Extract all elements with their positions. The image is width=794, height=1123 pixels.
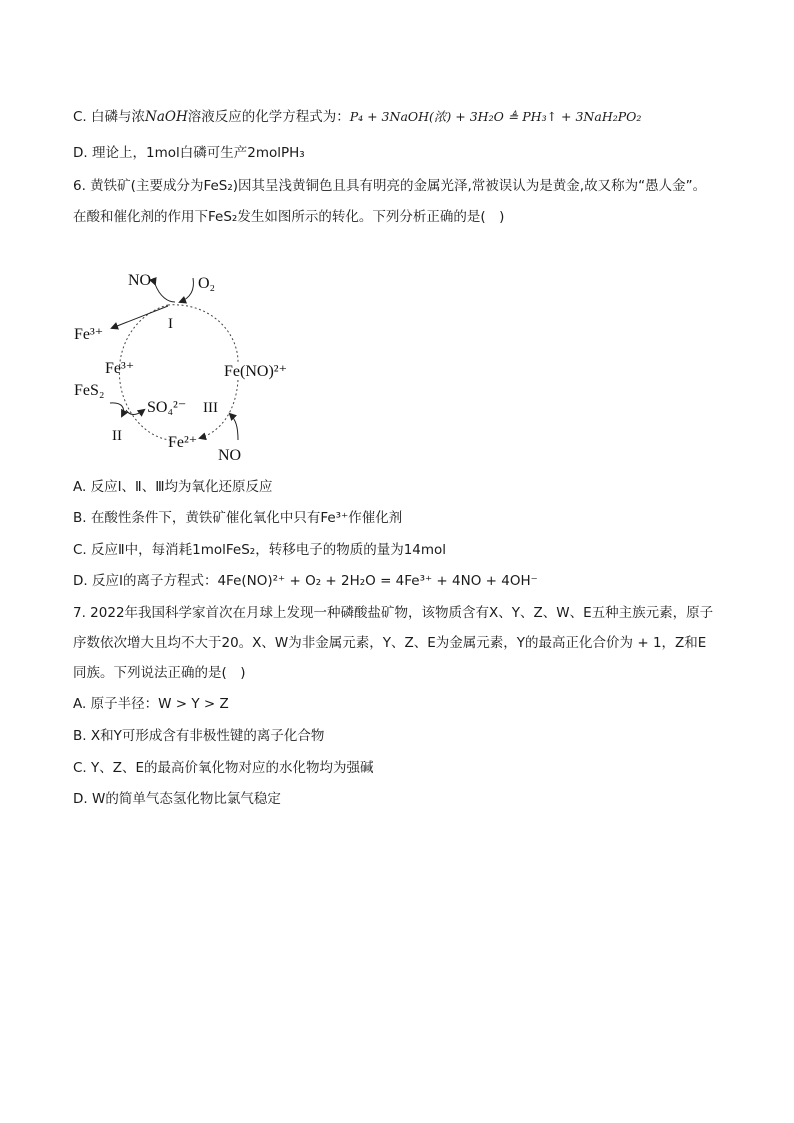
label-o2: O₂ xyxy=(198,275,216,292)
question7-option-b: B. X和Y可形成含有非极性键的离子化合物 xyxy=(73,728,325,744)
question6-stem-line1: 6. 黄铁矿(主要成分为FeS₂)因其呈浅黄铜色且具有明亮的金属光泽,常被误认为是黄金,故又称为“愚人金”。 xyxy=(73,178,707,194)
question6-option-a: A. 反应Ⅰ、Ⅱ、Ⅲ均为氧化还原反应 xyxy=(73,479,273,495)
question7-stem-line2: 序数依次增大且均不大于20。X、W为非金属元素，Y、Z、E为金属元素，Y的最高正化合价为 + 1，Z和E xyxy=(73,635,707,651)
option-c-equation: P₄ + 3NaOH(浓) + 3H₂O ≜ PH₃↑ + 3NaH₂PO₂ xyxy=(349,109,642,124)
question6-option-b: B. 在酸性条件下，黄铁矿催化氧化中只有Fe³⁺作催化剂 xyxy=(73,510,403,526)
label-so4: SO₄²⁻ xyxy=(147,399,187,416)
label-fes2: FeS₂ xyxy=(74,382,105,399)
question6-stem-line2: 在酸和催化剂的作用下FeS₂发生如图所示的转化。下列分析正确的是( ) xyxy=(73,209,505,225)
question7-stem-line1: 7. 2022年我国科学家首次在月球上发现一种磷酸盐矿物，该物质含有X、Y、Z、W、E五种主族元素，原子 xyxy=(73,605,714,621)
label-reaction-3: III xyxy=(203,400,218,416)
reaction-cycle-svg xyxy=(60,262,320,467)
question6-option-c: C. 反应Ⅱ中，每消耗1molFeS₂，转移电子的物质的量为14mol xyxy=(73,542,447,558)
label-no-bottom: NO xyxy=(218,447,242,464)
question7-stem-line3: 同族。下列说法正确的是( ) xyxy=(73,665,246,681)
question5-option-d: D. 理论上，1mol白磷可生产2molPH₃ xyxy=(73,145,305,161)
no-release-arrow xyxy=(155,284,175,302)
question6-option-d: D. 反应Ⅰ的离子方程式：4Fe(NO)²⁺ + O₂ + 2H₂O = 4Fe³⁺ + 4NO + 4OH⁻ xyxy=(73,573,538,589)
no-consume-arrow xyxy=(230,414,238,440)
question5-option-c xyxy=(73,107,641,127)
option-c-mid: 溶液反应的化学方程式为： xyxy=(187,109,350,125)
label-no-top: NO xyxy=(128,272,152,289)
label-fe3-out: Fe³⁺ xyxy=(74,326,104,343)
reaction-cycle-diagram xyxy=(60,262,320,467)
label-fe-no: Fe(NO)²⁺ xyxy=(224,363,288,380)
o2-consume-arrow xyxy=(180,278,193,302)
fe3-release-arrow xyxy=(112,306,168,328)
question7-option-d: D. W的简单气态氢化物比氯气稳定 xyxy=(73,791,281,807)
label-reaction-2: II xyxy=(112,428,122,444)
label-fe2: Fe²⁺ xyxy=(168,434,198,451)
option-c-prefix: C. 白磷与浓 xyxy=(73,109,146,125)
cycle-arc-top xyxy=(168,305,238,362)
label-fe3-in: Fe³⁺ xyxy=(105,360,135,377)
so4-release-arrow xyxy=(126,410,144,415)
fes2-consume-arrow xyxy=(110,403,124,416)
label-reaction-1: I xyxy=(168,316,173,332)
option-c-naoh: NaOH xyxy=(145,109,188,125)
question7-option-a: A. 原子半径：W > Y > Z xyxy=(73,696,229,712)
question7-option-c: C. Y、Z、E的最高价氧化物对应的水化物均为强碱 xyxy=(73,760,374,776)
